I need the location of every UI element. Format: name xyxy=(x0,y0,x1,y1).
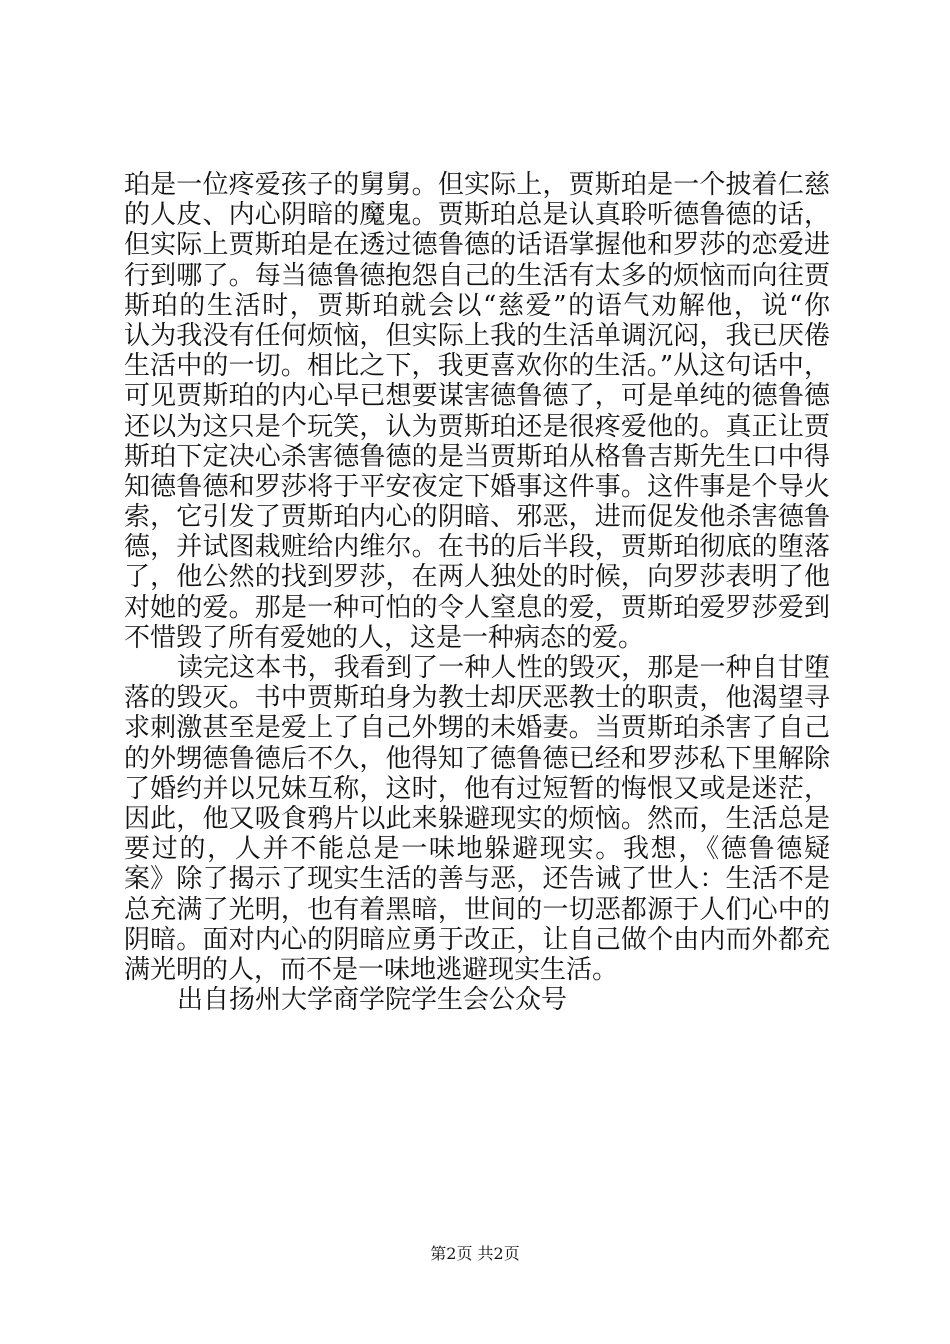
text-line: 阴暗。面对内心的阴暗应勇于改正，让自己做个由内而外都充 xyxy=(124,924,830,955)
text-line: 斯珀下定决心杀害德鲁德的是当贾斯珀从格鲁吉斯先生口中得 xyxy=(124,441,830,472)
text-line: 可见贾斯珀的内心早已想要谋害德鲁德了，可是单纯的德鲁德 xyxy=(124,381,830,412)
text-line: 知德鲁德和罗莎将于平安夜定下婚事这件事。这件事是个导火 xyxy=(124,471,830,502)
text-line: 珀是一位疼爱孩子的舅舅。但实际上，贾斯珀是一个披着仁慈 xyxy=(124,170,830,200)
text-line: 的外甥德鲁德后不久，他得知了德鲁德已经和罗莎私下里解除 xyxy=(124,743,830,774)
text-line: 满光明的人，而不是一味地逃避现实生活。 xyxy=(124,954,619,985)
text-line: 案》除了揭示了现实生活的善与恶，还告诫了世人：生活不是 xyxy=(124,864,830,895)
document-body xyxy=(124,170,830,1015)
text-line: 但实际上贾斯珀是在透过德鲁德的话语掌握他和罗莎的恋爱进 xyxy=(124,230,830,261)
text-line: 德，并试图栽赃给内维尔。在书的后半段，贾斯珀彻底的堕落 xyxy=(124,532,830,563)
text-line: 落的毁灭。书中贾斯珀身为教士却厌恶教士的职责，他渴望寻 xyxy=(124,683,830,714)
text-line: 因此，他又吸食鸦片以此来躲避现实的烦恼。然而，生活总是 xyxy=(124,803,830,834)
text-line: 斯珀的生活时，贾斯珀就会以“慈爱”的语气劝解他，说“你 xyxy=(124,290,830,321)
text-line: 索，它引发了贾斯珀内心的阴暗、邪恶，进而促发他杀害德鲁 xyxy=(124,502,830,533)
text-line: 认为我没有任何烦恼，但实际上我的生活单调沉闷，我已厌倦 xyxy=(124,320,830,351)
text-line: 了，他公然的找到罗莎，在两人独处的时候，向罗莎表明了他 xyxy=(124,562,830,593)
page-number-footer: 第2页 共2页 xyxy=(430,1244,520,1263)
text-line: 要过的，人并不能总是一味地躲避现实。我想，《德鲁德疑 xyxy=(124,834,830,865)
text-line: 出自扬州大学商学院学生会公众号 xyxy=(177,985,568,1016)
paragraph xyxy=(124,170,830,653)
text-line: 行到哪了。每当德鲁德抱怨自己的生活有太多的烦恼而向往贾 xyxy=(124,260,830,291)
text-line: 的人皮、内心阴暗的魔鬼。贾斯珀总是认真聆听德鲁德的话， xyxy=(124,200,830,231)
paragraph xyxy=(124,653,830,985)
text-line: 还以为这只是个玩笑，认为贾斯珀还是很疼爱他的。真正让贾 xyxy=(124,411,830,442)
text-line: 不惜毁了所有爱她的人，这是一种病态的爱。 xyxy=(124,622,645,653)
text-line: 总充满了光明，也有着黑暗，世间的一切恶都源于人们心中的 xyxy=(124,894,830,925)
text-line: 生活中的一切。相比之下，我更喜欢你的生活。”从这句话中， xyxy=(124,351,830,382)
source-note xyxy=(124,985,830,1015)
text-line: 读完这本书，我看到了一种人性的毁灭，那是一种自甘堕 xyxy=(177,653,830,683)
text-line: 了婚约并以兄妹互称，这时，他有过短暂的悔恨又或是迷茫， xyxy=(124,773,830,804)
text-line: 求刺激甚至是爱上了自己外甥的未婚妻。当贾斯珀杀害了自己 xyxy=(124,713,830,744)
text-line: 对她的爱。那是一种可怕的令人窒息的爱，贾斯珀爱罗莎爱到 xyxy=(124,592,830,623)
